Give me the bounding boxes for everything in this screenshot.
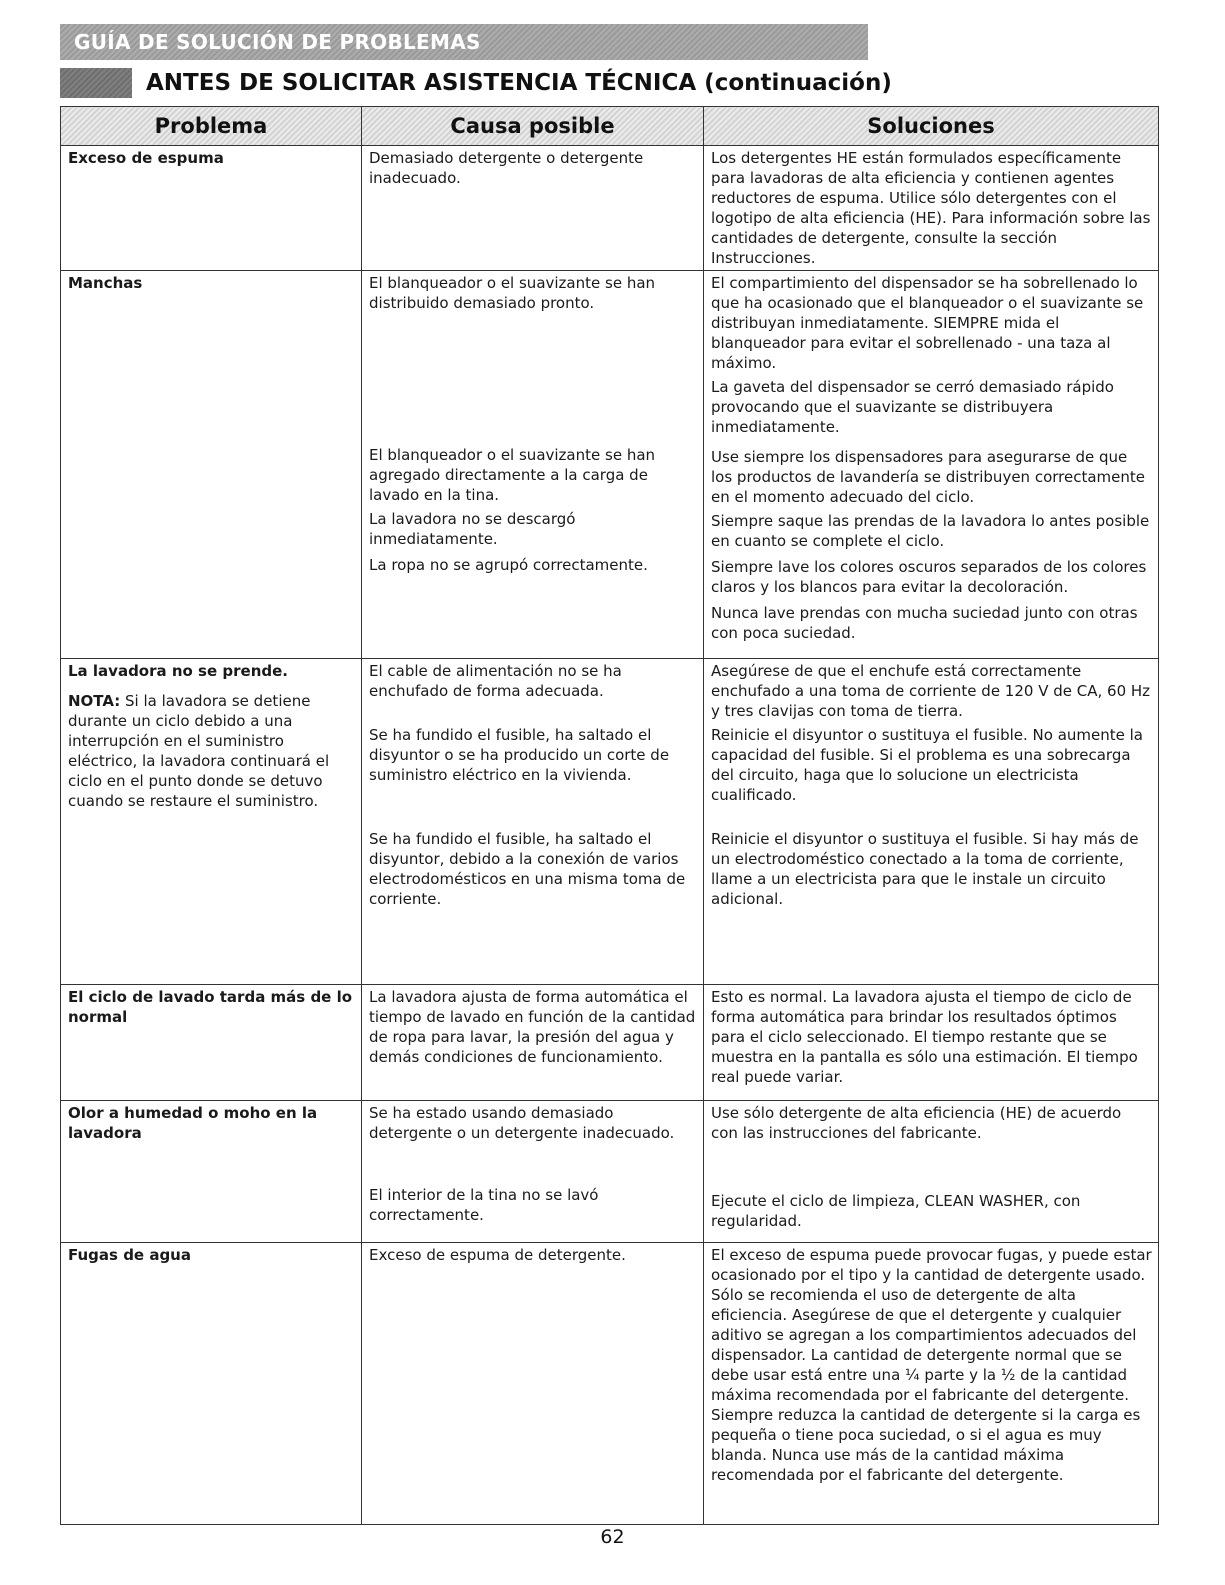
solution-cell [704,146,1159,271]
solution-cell [704,659,1159,985]
table-header-row [61,107,1159,146]
cause-text: Se ha fundido el fusible, ha saltado el disyuntor, debido a la conexión de varios electrodomésticos en una misma toma de corriente. [369,830,686,908]
cause-cell [362,659,704,985]
solution-text: Reinicie el disyuntor o sustituya el fusible. No aumente la capacidad del fusible. Si el problema es una sobrecarga del circuito, haga que lo solucione un electricista cualificado. [711,726,1143,804]
cause-text: Se ha fundido el fusible, ha saltado el disyuntor o se ha producido un corte de suministro eléctrico en la vivienda. [369,726,670,784]
solution-text: Use sólo detergente de alta eficiencia (HE) de acuerdo con las instrucciones del fabricante. [711,1104,1122,1142]
table-row [61,985,1159,1101]
problem-cell [61,271,362,659]
problem-cell [61,985,362,1101]
solution-cell [704,1101,1159,1243]
problem-title: El ciclo de lavado tarda más de lo normal [68,988,353,1026]
cause-text: Se ha estado usando demasiado detergente o un detergente inadecuado. [369,1104,675,1142]
table-row [61,1243,1159,1525]
solution-text: Los detergentes HE están formulados específicamente para lavadoras de alta eficiencia y contienen agentes reductores de espuma. Utilice sólo detergentes con el logotipo de alta eficiencia (HE). Para información sobre las cantidades de detergente, consulte la sección Instrucciones. [711,149,1151,267]
problem-cell [61,146,362,271]
cause-text: La lavadora no se descargó inmediatamente. [369,510,576,548]
section-banner: GUÍA DE SOLUCIÓN DE PROBLEMAS [60,24,868,60]
problem-title: Exceso de espuma [68,149,224,167]
solution-text: Siempre saque las prendas de la lavadora lo antes posible en cuanto se complete el ciclo. [711,512,1150,550]
problem-cell [61,1243,362,1525]
table-row [61,659,1159,985]
solution-text: El compartimiento del dispensador se ha sobrellenado lo que ha ocasionado que el blanqueador o el suavizante se distribuyan inmediatamente. SIEMPRE mida el blanqueador para evitar el sobrellenado - una taza al máximo. [711,274,1144,372]
header-problem: Problema [61,107,362,146]
note-text: Si la lavadora se detiene durante un ciclo debido a una interrupción en el suministro eléctrico, la lavadora continuará el ciclo en el punto donde se detuvo cuando se restaure el suministro. [68,692,330,810]
solution-text: La gaveta del dispensador se cerró demasiado rápido provocando que el suavizante se distribuyera inmediatamente. [711,378,1114,436]
section-subheading [60,66,892,100]
header-cause: Causa posible [362,107,704,146]
cause-text: La ropa no se agrupó correctamente. [369,556,648,574]
problem-note [68,691,355,811]
solution-text: El exceso de espuma puede provocar fugas, y puede estar ocasionado por el tipo y la cantidad de detergente usado. Sólo se recomienda el uso de detergente de alta eficiencia. Asegúrese de que el detergente y cualquier aditivo se agregan a los compartimientos adecuados del dispensador. La cantidad de detergente normal que se debe usar está entre una ¼ parte y la ½ de la cantidad máxima recomendada por el fabricante del detergente. Siempre reduzca la cantidad de detergente si la carga es pequeña o tiene poca suciedad, o si el agua es muy blanda. Nunca use más de la cantidad máxima recomendada por el fabricante del detergente. [711,1246,1152,1484]
subheading-text: ANTES DE SOLICITAR ASISTENCIA TÉCNICA (continuación) [146,70,892,96]
cause-text: El interior de la tina no se lavó correctamente. [369,1186,599,1224]
solution-text: Siempre lave los colores oscuros separados de los colores claros y los blancos para evitar la decoloración. [711,558,1147,596]
problem-cell [61,1101,362,1243]
solution-text: Esto es normal. La lavadora ajusta el tiempo de ciclo de forma automática para brindar los resultados óptimos para el ciclo seleccionado. El tiempo restante que se muestra en la pantalla es sólo una estimación. El tiempo real puede variar. [711,988,1138,1086]
solution-text: Reinicie el disyuntor o sustituya el fusible. Si hay más de un electrodoméstico conectado a la toma de corriente, llame a un electricista para que le instale un circuito adicional. [711,830,1139,908]
solution-text: Nunca lave prendas con mucha suciedad junto con otras con poca suciedad. [711,604,1138,642]
problem-title: Manchas [68,274,143,292]
cause-text: El cable de alimentación no se ha enchufado de forma adecuada. [369,662,622,700]
solution-cell [704,1243,1159,1525]
table-row [61,271,1159,659]
cause-text: El blanqueador o el suavizante se han agregado directamente a la carga de lavado en la tina. [369,446,656,504]
header-solution: Soluciones [704,107,1159,146]
solution-text: Ejecute el ciclo de limpieza, CLEAN WASHER, con regularidad. [711,1192,1081,1230]
cause-text: El blanqueador o el suavizante se han distribuido demasiado pronto. [369,274,656,312]
cause-cell [362,146,704,271]
troubleshooting-table [60,106,1159,1525]
problem-title: La lavadora no se prende. [68,662,288,680]
table-row [61,146,1159,271]
solution-cell [704,985,1159,1101]
subheading-marker [60,68,132,98]
cause-cell [362,271,704,659]
cause-text: Demasiado detergente o detergente inadecuado. [369,149,644,187]
solution-text: Asegúrese de que el enchufe está correctamente enchufado a una toma de corriente de 120 V de CA, 60 Hz y tres clavijas con toma de tierra. [711,662,1151,720]
cause-cell [362,985,704,1101]
note-label: NOTA: [68,692,121,710]
table-row [61,1101,1159,1243]
page-number: 62 [600,1526,625,1548]
cause-text: La lavadora ajusta de forma automática el tiempo de lavado en función de la cantidad de ropa para lavar, la presión del agua y demás condiciones de funcionamiento. [369,988,696,1066]
cause-text: Exceso de espuma de detergente. [369,1246,626,1264]
problem-title: Fugas de agua [68,1246,191,1264]
solution-text: Use siempre los dispensadores para asegurarse de que los productos de lavandería se distribuyen correctamente en el momento adecuado del ciclo. [711,448,1145,506]
cause-cell [362,1243,704,1525]
problem-cell [61,659,362,985]
cause-cell [362,1101,704,1243]
problem-title: Olor a humedad o moho en la lavadora [68,1104,318,1142]
solution-cell [704,271,1159,659]
